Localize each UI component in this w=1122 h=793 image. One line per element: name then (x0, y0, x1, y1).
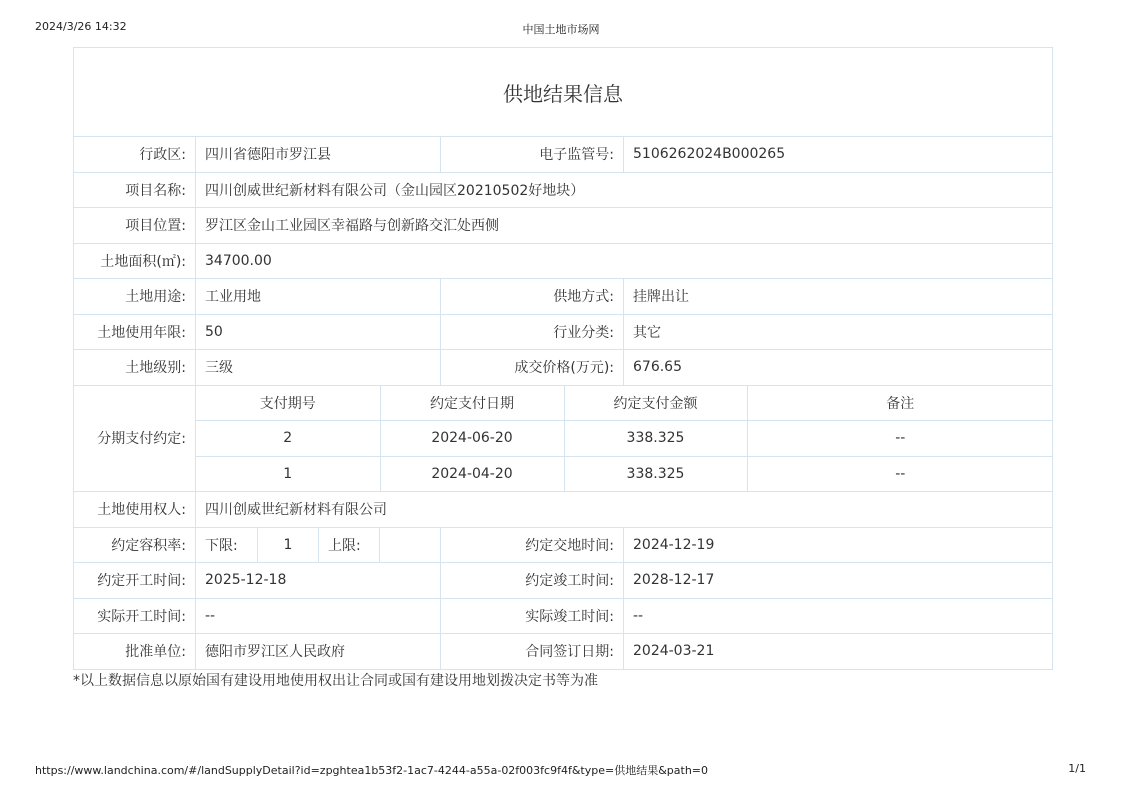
region-value: 四川省德阳市罗江县 (196, 137, 441, 173)
supervision-label: 电子监管号: (441, 137, 624, 173)
disclaimer-note: *以上数据信息以原始国有建设用地使用权出让合同或国有建设用地划拨决定书等为准 (73, 673, 598, 689)
grade-label: 土地级别: (74, 350, 196, 386)
project-name-label: 项目名称: (74, 172, 196, 208)
holder-label: 土地使用权人: (74, 492, 196, 528)
page-title: 供地结果信息 (74, 48, 1053, 137)
location-value: 罗江区金山工业园区幸福路与创新路交汇处西侧 (196, 208, 1053, 244)
handover-value: 2024-12-19 (624, 527, 1053, 563)
project-name-value: 四川创威世纪新材料有限公司（金山园区20210502好地块） (196, 172, 1053, 208)
print-datetime: 2024/3/26 14:32 (35, 20, 127, 33)
industry-value: 其它 (624, 314, 1053, 350)
installment-date: 2024-04-20 (380, 456, 564, 491)
approval-value: 德阳市罗江区人民政府 (196, 634, 441, 670)
industry-label: 行业分类: (441, 314, 624, 350)
holder-value: 四川创威世纪新材料有限公司 (196, 492, 1053, 528)
price-label: 成交价格(万元): (441, 350, 624, 386)
actual-start-label: 实际开工时间: (74, 598, 196, 634)
page-number: 1/1 (1068, 762, 1086, 775)
complete-value: 2028-12-17 (624, 563, 1053, 599)
usage-label: 土地用途: (74, 279, 196, 315)
term-label: 土地使用年限: (74, 314, 196, 350)
table-row (196, 421, 1053, 457)
approval-label: 批准单位: (74, 634, 196, 670)
region-label: 行政区: (74, 137, 196, 173)
actual-complete-value: -- (624, 598, 1053, 634)
actual-complete-label: 实际竣工时间: (441, 598, 624, 634)
installment-header-note: 备注 (747, 386, 1053, 421)
installment-note: -- (747, 456, 1053, 491)
installment-header-amount: 约定支付金额 (564, 386, 747, 421)
area-value: 34700.00 (196, 243, 1053, 279)
contract-date-label: 合同签订日期: (441, 634, 624, 670)
installment-header-date: 约定支付日期 (380, 386, 564, 421)
far-label: 约定容积率: (74, 527, 196, 563)
supervision-value: 5106262024B000265 (624, 137, 1053, 173)
location-label: 项目位置: (74, 208, 196, 244)
installment-amount: 338.325 (564, 456, 747, 491)
area-label: 土地面积(㎡): (74, 243, 196, 279)
contract-date-value: 2024-03-21 (624, 634, 1053, 670)
term-value: 50 (196, 314, 441, 350)
supply-method-label: 供地方式: (441, 279, 624, 315)
installment-header-row (196, 386, 1053, 421)
handover-label: 约定交地时间: (441, 527, 624, 563)
installment-note: -- (747, 421, 1053, 457)
installment-table (196, 386, 1053, 492)
page-url: https://www.landchina.com/#/landSupplyDetail?id=zpghtea1b53f2-1ac7-4244-a55a-02f003fc9f4f&type=供地结果&path=0 (35, 764, 709, 777)
grade-value: 三级 (196, 350, 441, 386)
complete-label: 约定竣工时间: (441, 563, 624, 599)
installment-no: 2 (196, 421, 380, 457)
far-upper-label: 上限: (319, 527, 380, 563)
installment-amount: 338.325 (564, 421, 747, 457)
far-lower-value: 1 (258, 527, 319, 563)
installment-label: 分期支付约定: (74, 385, 196, 492)
actual-start-value: -- (196, 598, 441, 634)
land-supply-table (73, 47, 1053, 670)
installment-no: 1 (196, 456, 380, 491)
far-upper-value (380, 527, 441, 563)
price-value: 676.65 (624, 350, 1053, 386)
installment-date: 2024-06-20 (380, 421, 564, 457)
site-title: 中国土地市场网 (522, 23, 600, 36)
start-value: 2025-12-18 (196, 563, 441, 599)
start-label: 约定开工时间: (74, 563, 196, 599)
table-row (196, 456, 1053, 491)
far-lower-label: 下限: (196, 527, 258, 563)
installment-cell (196, 385, 1053, 492)
installment-header-no: 支付期号 (196, 386, 380, 421)
supply-method-value: 挂牌出让 (624, 279, 1053, 315)
usage-value: 工业用地 (196, 279, 441, 315)
